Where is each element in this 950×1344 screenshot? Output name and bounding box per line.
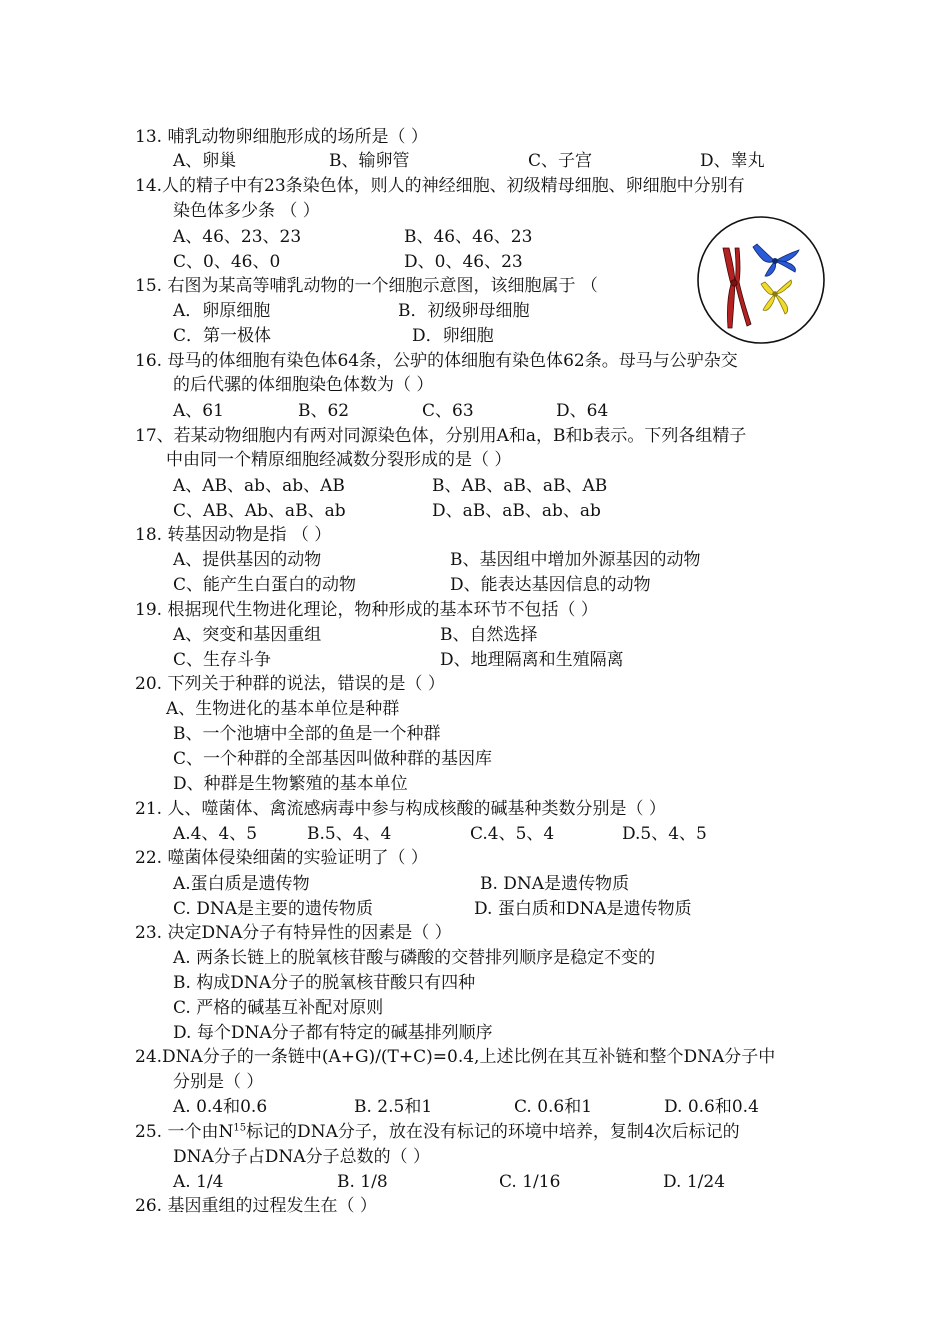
q13-option-d: D、睾丸: [700, 151, 765, 171]
question-16-line-2: 的后代骡的体细胞染色体数为（ ）: [173, 375, 434, 395]
q15-option-a: A．卵原细胞: [173, 301, 271, 321]
question-17-line-2: 中由同一个精原细胞经减数分裂形成的是（ ）: [166, 450, 512, 470]
q19-option-b: B、自然选择: [440, 625, 538, 645]
q25-option-b: B. 1/8: [337, 1172, 388, 1192]
q22-option-a: A.蛋白质是遗传物: [173, 874, 310, 894]
q18-option-a: A、提供基因的动物: [173, 550, 322, 570]
question-23: 23. 决定DNA分子有特异性的因素是（ ）: [135, 923, 452, 943]
question-19: 19. 根据现代生物进化理论，物种形成的基本环节不包括（ ）: [135, 600, 598, 620]
q21-option-d: D.5、4、5: [622, 824, 707, 844]
q16-option-c: C、63: [422, 401, 474, 421]
question-21: 21. 人、噬菌体、禽流感病毒中参与构成核酸的碱基种类数分别是（ ）: [135, 799, 666, 819]
question-14-line-2: 染色体多少条 （ ）: [173, 201, 320, 221]
q16-option-a: A、61: [173, 401, 224, 421]
q15-option-b: B．初级卵母细胞: [398, 301, 530, 321]
q13-option-c: C、子宫: [528, 151, 593, 171]
question-22: 22. 噬菌体侵染细菌的实验证明了（ ）: [135, 848, 428, 868]
q14-option-c: C、0、46、0: [173, 252, 281, 272]
q21-option-b: B.5、4、4: [307, 824, 392, 844]
question-25: 25. 一个由$N^{15}$标记的DNA分子，放在没有标记的环境中培养，复制4次后标记的: [135, 1122, 740, 1142]
q25-option-d: D. 1/24: [663, 1172, 726, 1192]
q23-option-b: B. 构成DNA分子的脱氧核苷酸只有四种: [173, 973, 476, 993]
q18-option-c: C、能产生白蛋白的动物: [173, 575, 357, 595]
q22-option-b: B. DNA是遗传物质: [480, 874, 630, 894]
q21-option-a: A.4、4、5: [173, 824, 258, 844]
q25-option-a: A. 1/4: [173, 1172, 224, 1192]
cell-chromosome-icon: [695, 214, 827, 346]
question-17: 17、若某动物细胞内有两对同源染色体，分别用A和a，B和b表示。下列各组精子: [135, 426, 747, 446]
question-20: 20. 下列关于种群的说法，错误的是（ ）: [135, 674, 445, 694]
q15-option-c: C．第一极体: [173, 326, 272, 346]
q13-option-b: B、输卵管: [329, 151, 410, 171]
q24-option-b: B. 2.5和1: [354, 1097, 433, 1117]
q24-option-a: A. 0.4和0.6: [173, 1097, 268, 1117]
q19-option-d: D、地理隔离和生殖隔离: [440, 650, 624, 670]
q17-option-d: D、aB、aB、ab、ab: [432, 501, 601, 521]
question-26: 26. 基因重组的过程发生在（ ）: [135, 1196, 377, 1216]
q20-option-d: D、种群是生物繁殖的基本单位: [173, 774, 408, 794]
q13-option-a: A、卵巢: [173, 151, 237, 171]
question-15: 15. 右图为某高等哺乳动物的一个细胞示意图，该细胞属于 （: [135, 276, 598, 296]
q17-option-b: B、AB、aB、aB、AB: [432, 476, 608, 496]
question-14: 14.人的精子中有23条染色体，则人的神经细胞、初级精母细胞、卵细胞中分别有: [135, 176, 745, 196]
q14-option-d: D、0、46、23: [404, 252, 523, 272]
q16-option-d: D、64: [556, 401, 609, 421]
q23-option-d: D. 每个DNA分子都有特定的碱基排列顺序: [173, 1023, 493, 1043]
q20-option-b: B、一个池塘中全部的鱼是一个种群: [173, 724, 441, 744]
q18-option-b: B、基因组中增加外源基因的动物: [450, 550, 701, 570]
q24-option-d: D. 0.6和0.4: [664, 1097, 759, 1117]
q20-option-a: A、生物进化的基本单位是种群: [166, 699, 400, 719]
q23-option-a: A. 两条长链上的脱氧核苷酸与磷酸的交替排列顺序是稳定不变的: [173, 948, 656, 968]
question-13: 13. 哺乳动物卵细胞形成的场所是（ ）: [135, 127, 428, 147]
q20-option-c: C、一个种群的全部基因叫做种群的基因库: [173, 749, 493, 769]
q23-option-c: C. 严格的碱基互补配对原则: [173, 998, 384, 1018]
q18-option-d: D、能表达基因信息的动物: [450, 575, 651, 595]
q22-option-d: D. 蛋白质和DNA是遗传物质: [474, 899, 692, 919]
q15-option-d: D．卵细胞: [412, 326, 494, 346]
q17-option-a: A、AB、ab、ab、AB: [173, 476, 345, 496]
q14-option-a: A、46、23、23: [173, 227, 302, 247]
q24-option-c: C. 0.6和1: [514, 1097, 593, 1117]
isotope-superscript: 15: [233, 1122, 247, 1134]
q17-option-c: C、AB、Ab、aB、ab: [173, 501, 346, 521]
question-25-line-2: DNA分子占DNA分子总数的（ ）: [173, 1147, 430, 1167]
q22-option-c: C. DNA是主要的遗传物质: [173, 899, 373, 919]
question-24: 24.DNA分子的一条链中(A+G)/(T+C)=0.4,上述比例在其互补链和整个DNA分子中: [135, 1047, 776, 1067]
q19-option-c: C、生存斗争: [173, 650, 272, 670]
q25-option-c: C. 1/16: [499, 1172, 561, 1192]
q21-option-c: C.4、5、4: [470, 824, 555, 844]
question-18: 18. 转基因动物是指 （ ）: [135, 525, 332, 545]
q14-option-b: B、46、46、23: [404, 227, 533, 247]
q16-option-b: B、62: [298, 401, 350, 421]
q19-option-a: A、突变和基因重组: [173, 625, 322, 645]
question-24-line-2: 分别是（ ）: [173, 1072, 264, 1092]
question-16: 16. 母马的体细胞有染色体64条，公驴的体细胞有染色体62条。母马与公驴杂交: [135, 351, 738, 371]
